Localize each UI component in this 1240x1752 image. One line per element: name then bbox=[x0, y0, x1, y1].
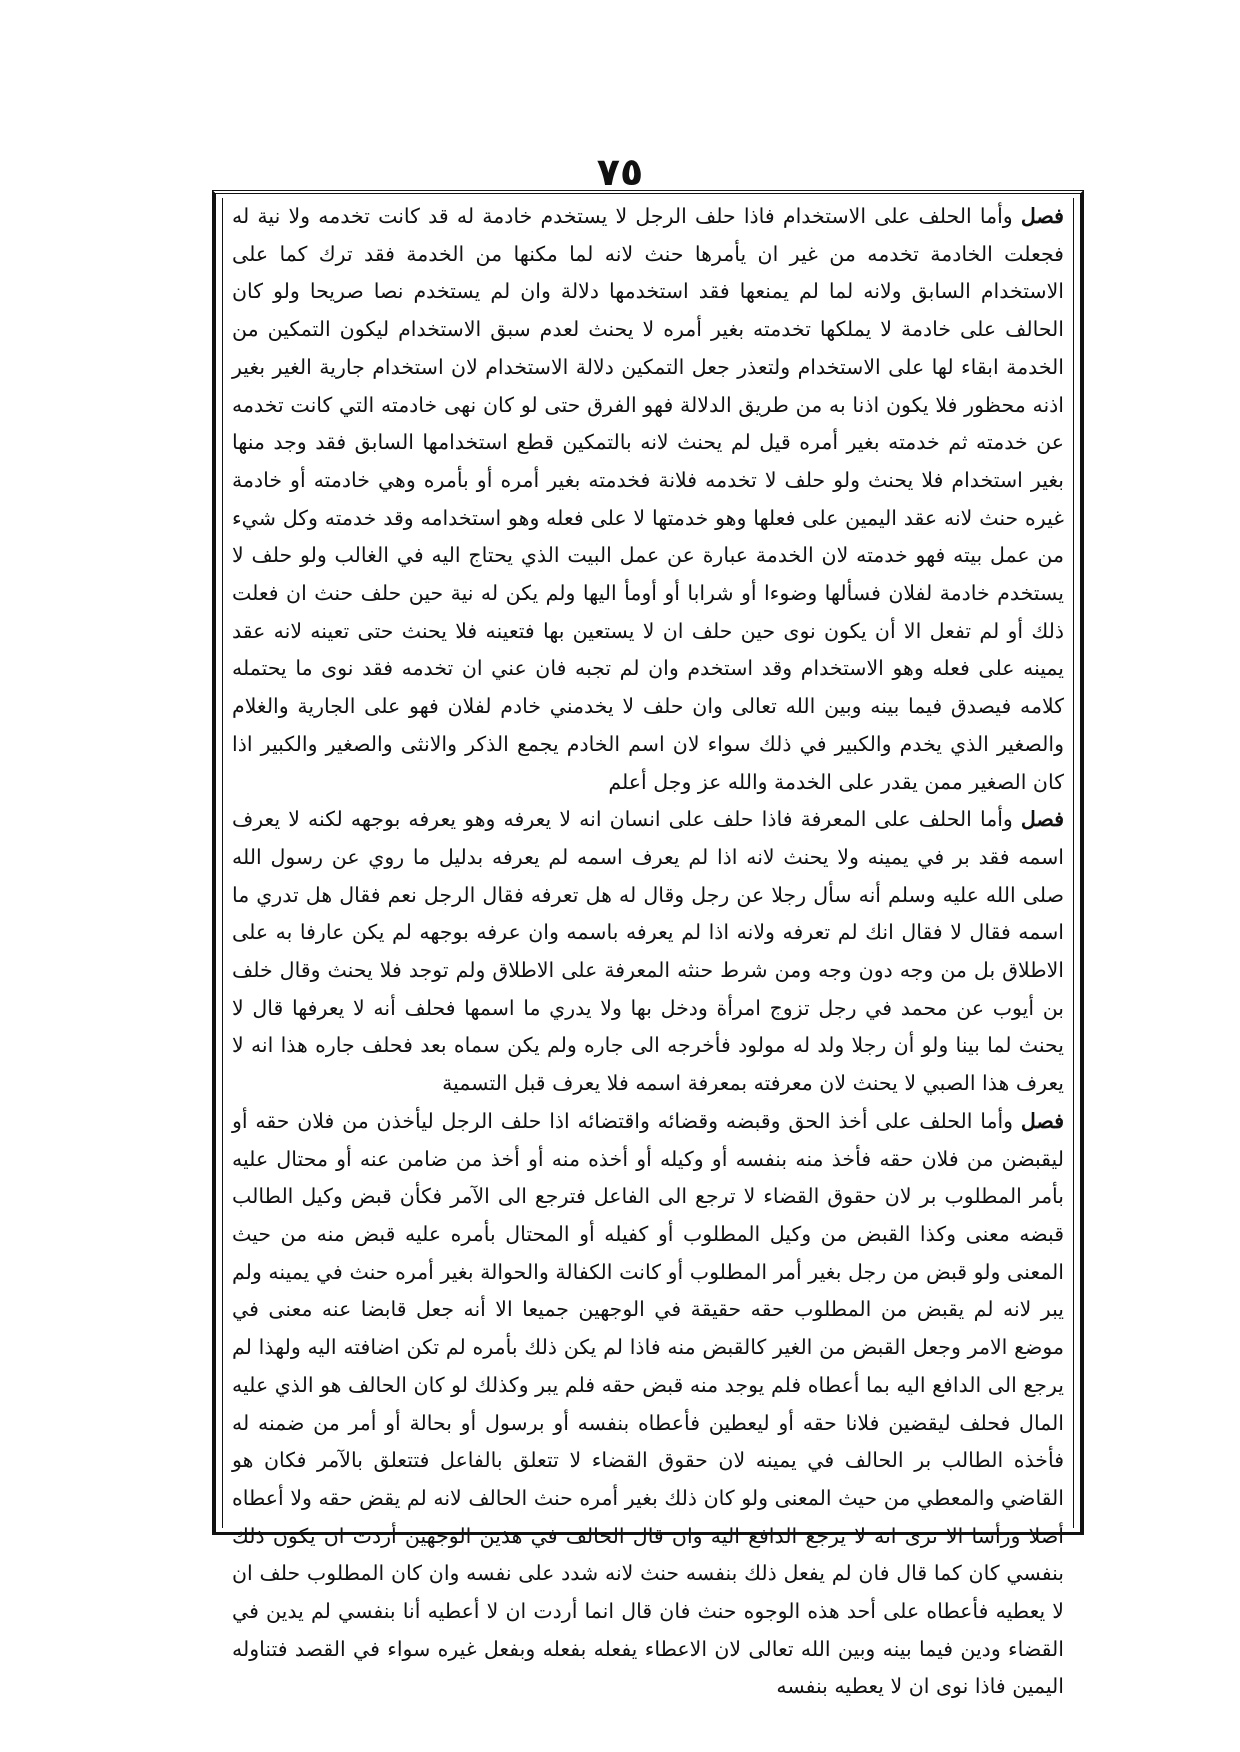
paragraph-istikhdam bbox=[232, 198, 1064, 801]
page-number: ٧٥ bbox=[596, 150, 644, 194]
paragraph-text: وأما الحلف على المعرفة فاذا حلف على انسان انه لا يعرفه وهو يعرفه بوجهه لكنه لا يعرف اسمه فقد بر في يمينه ولا يحنث لانه اذا لم يعرف اسمه لم يعرفه بدليل ما روي عن رسول الله صلى الله عليه وسلم أنه سأل رجلا عن رجل وقال له هل تعرفه فقال الرجل نعم فقال هل تدري ما اسمه فقال لا فقال انك لم تعرفه ولانه اذا لم يعرفه باسمه وان عرفه بوجهه لم يكن عارفا به على الاطلاق بل من وجه دون وجه ومن شرط حنثه المعرفة على الاطلاق ولم توجد فلا يحنث وقال خلف بن أيوب عن محمد في رجل تزوج امرأة ودخل بها ولا يدري ما اسمها فحلف أنه لا يعرفها قال لا يحنث لما بينا ولو أن رجلا ولد له مولود فأخرجه الى جاره ولم يكن سماه بعد فحلف جاره هذا انه لا يعرف هذا الصبي لا يحنث لان معرفته بمعرفة اسمه فلا يعرف قبل التسمية bbox=[232, 807, 1064, 1096]
body-text bbox=[232, 198, 1065, 1699]
section-heading: فصل bbox=[1020, 807, 1064, 832]
section-heading: فصل bbox=[1020, 204, 1064, 228]
section-heading: فصل bbox=[1020, 1108, 1064, 1133]
paragraph-text: وأما الحلف على أخذ الحق وقبضه وقضائه واقتضائه اذا حلف الرجل ليأخذن من فلان حقه أو ليقبضن من فلان حقه فأخذ منه بنفسه أو وكيله أو أخذه منه أو أخذ من ضامن عنه أو محتال عليه بأمر المطلوب بر لان حقوق القضاء لا ترجع الى الفاعل فترجع الى الآمر فكأن قبض وكيل الطالب قبضه معنى وكذا القبض من وكيل المطلوب أو كفيله أو المحتال بأمره عليه قبض منه من حيث المعنى ولو قبض من رجل بغير أمر المطلوب أو كانت الكفالة والحوالة بغير أمره حنث في يمينه ولم يبر لانه لم يقبض من المطلوب حقه حقيقة في الوجهين جميعا الا أنه جعل قابضا عنه معنى في موضع الامر وجعل القبض من الغير كالقبض منه فاذا لم يكن ذلك بأمره لم تكن اضافته اليه ولهذا لم يرجع الى الدافع اليه بما أعطاه فلم يوجد منه قبض حقه فلم يبر وكذلك لو كان الحالف هو الذي عليه المال فحلف ليقضين فلانا حقه أو ليعطين فأعطاه بنفسه أو برسول أو بحالة أو أمر من ضمنه له فأخذه الطالب بر الحالف في يمينه لان حقوق القضاء لا تتعلق بالفاعل فتتعلق بالآمر فكان هو القاضي والمعطي من حيث المعنى ولو كان ذلك بغير أمره حنث الحالف لانه لم يقض حقه ولا أعطاه أصلا ورأسا الا ترى انه لا يرجع الدافع اليه وان قال الحالف في هذين الوجهين أردت ان يكون ذلك بنفسي كان كما قال فان لم يفعل ذلك بنفسه حنث لانه شدد على نفسه وان كان المطلوب حلف ان لا يعطيه فأعطاه على أحد هذه الوجوه حنث فان قال انما أردت ان لا أعطيه أنا بنفسي لم يدين في القضاء ودين فيما بينه وبين الله تعالى لان الاعطاء يفعله بفعله وبفعل غيره سواء في القصد فتناوله اليمين فاذا نوى ان لا يعطيه بنفسه bbox=[232, 1108, 1065, 1699]
paragraph-marifa bbox=[232, 801, 1064, 1103]
paragraph-text: وأما الحلف على الاستخدام فاذا حلف الرجل لا يستخدم خادمة له قد كانت تخدمه ولا نية له فجعلت الخادمة تخدمه من غير ان يأمرها حنث لانه لما مكنها من الخدمة فقد ترك كما على الاستخدام السابق ولانه لما لم يمنعها فقد استخدمها دلالة وان لم يستخدم نصا صريحا ولو كان الحالف على خادمة لا يملكها تخدمته بغير أمره لا يحنث لعدم سبق الاستخدام ليكون التمكين من الخدمة ابقاء لها على الاستخدام ولتعذر جعل التمكين دلالة الاستخدام لان استخدام جارية الغير بغير اذنه محظور فلا يكون اذنا به من طريق الدلالة فهو الفرق حتى لو كان نهى خادمته التي كانت تخدمه عن خدمته ثم خدمته بغير أمره قيل لم يحنث لانه بالتمكين قطع استخدامها السابق فقد وجد منها بغير استخدام فلا يحنث ولو حلف لا تخدمه فلانة فخدمته بغير أمره أو بأمره وهي خادمته أو خادمة غيره حنث لانه عقد اليمين على فعلها وهو خدمتها لا على فعله وهو استخدامه وقد خدمته وكل شيء من عمل بيته فهو خدمته لان الخدمة عبارة عن عمل البيت الذي يحتاج اليه في الغالب ولو حلف لا يستخدم خادمة لفلان فسألها وضوءا أو شرابا أو أومأ اليها ولم يكن له نية حين حلف حنث ان فعلت ذلك أو لم تفعل الا أن يكون نوى حين حلف ان لا يستعين بها فتعينه فلا يحنث حتى تعينه لانه عقد يمينه على فعله وهو الاستخدام وقد استخدم وان لم تجبه فان عني ان تخدمه فقد نوى ما يحتمله كلامه فيصدق فيما بينه وبين الله تعالى وان حلف لا يخدمني خادم لفلان فهو على الجارية والغلام والصغير الذي يخدم والكبير في ذلك سواء لان اسم الخادم يجمع الذكر والانثى والصغير والكبير اذا كان الصغير ممن يقدر على الخدمة والله عز وجل أعلم bbox=[232, 204, 1064, 794]
paragraph-akhdh-haqq bbox=[232, 1103, 1064, 1706]
